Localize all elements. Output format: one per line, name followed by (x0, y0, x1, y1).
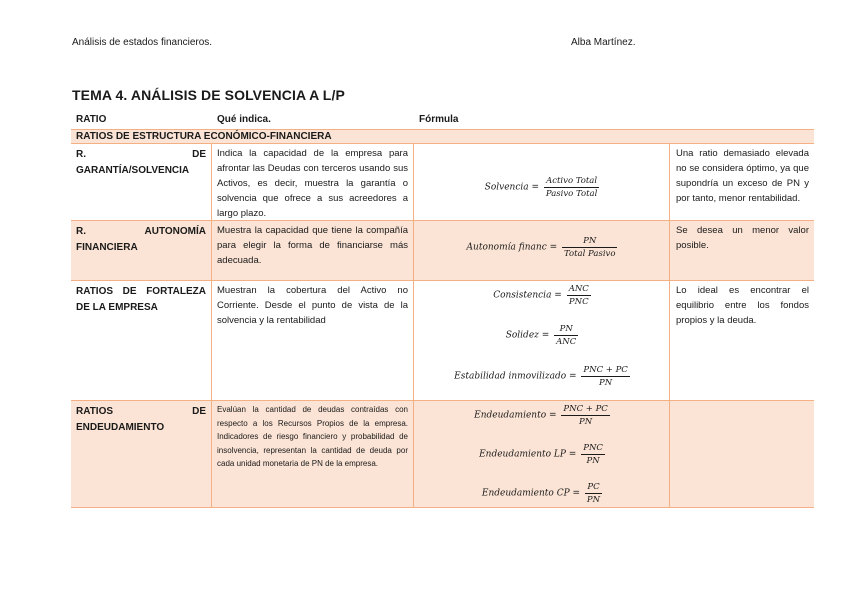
numerator: PNC + PC (583, 365, 628, 375)
ratio-name: R. (76, 226, 86, 237)
header-right: Alba Martínez. (571, 37, 636, 48)
fraction (585, 481, 602, 506)
col-header-que-indica: Qué indica. (217, 114, 271, 125)
formula-cell (414, 221, 670, 280)
ratio-name-cell (71, 401, 212, 507)
denominator: PN (586, 495, 601, 505)
observation-cell (670, 281, 814, 400)
ratio-observation: Lo ideal es encontrar el equilibrio entre los fondos propios y la deuda. (676, 285, 809, 326)
ratio-name-cell (71, 281, 212, 400)
formula (414, 175, 670, 200)
ratio-name: ENDEUDAMIENTO (76, 422, 165, 433)
table-row (71, 281, 814, 401)
ratio-observation: Se desea un menor valor posible. (676, 225, 809, 251)
ratio-name: RATIOS DE FORTALEZA DE LA EMPRESA (76, 286, 206, 313)
formula (414, 283, 670, 308)
formula (414, 235, 670, 260)
formula (414, 323, 670, 348)
formula-lhs: Solidez = (505, 330, 550, 341)
numerator: ANC (568, 284, 589, 294)
formula (414, 403, 670, 428)
ratio-name: DE (192, 149, 206, 160)
numerator: PC (585, 481, 602, 494)
ratio-name: AUTONOMÍA (144, 226, 206, 237)
description-cell (212, 401, 414, 507)
fraction (561, 403, 609, 428)
fraction (567, 283, 591, 308)
formula-lhs: Autonomía financ = (466, 242, 558, 253)
formula-cell (414, 281, 670, 400)
formula-lhs: Solvencia = (484, 182, 540, 193)
ratio-name-cell (71, 221, 212, 280)
formula-lhs: Estabilidad inmovilizado = (454, 371, 577, 382)
col-header-formula: Fórmula (419, 114, 459, 125)
ratio-name: GARANTÍA/SOLVENCIA (76, 165, 190, 176)
numerator: Activo Total (544, 175, 599, 188)
ratio-name-cell (71, 144, 212, 220)
ratio-name: DE (192, 406, 206, 417)
observation-cell (670, 144, 814, 220)
ratio-observation: Una ratio demasiado elevada no se considera óptimo, ya que supondría un exceso de PN y por tanto, menor rentabilidad. (676, 148, 809, 204)
ratio-description: Evalúan la cantidad de deudas contraídas con respecto a los Recursos Propios de la empresa. Indicadores de riesgo financiero y probabilidad de insolvencia, representan la cantidad de deuda por cada unidad monetaria de PN de la empresa. (217, 405, 408, 469)
ratio-description: Muestra la capacidad que tiene la compañía para elegir la forma de financiarse más adecuada. (217, 225, 408, 266)
denominator: Total Pasivo (564, 249, 616, 259)
table-row (71, 221, 814, 281)
header-left: Análisis de estados financieros. (72, 37, 213, 48)
formula (414, 481, 670, 506)
denominator: PN (599, 378, 613, 388)
ratio-description: Indica la capacidad de la empresa para afrontar las Deudas con terceros usando sus Activos, es decir, muestra la garantía o solvencia que ofrece a sus acreedores a largo plazo. (217, 148, 408, 219)
fraction (581, 364, 629, 389)
numerator: PNC (583, 443, 603, 453)
numerator: PN (562, 235, 617, 248)
denominator: PN (579, 417, 593, 427)
denominator: PN (586, 456, 600, 466)
numerator: PNC + PC (563, 404, 608, 414)
ratio-name: FINANCIERA (76, 242, 138, 253)
formula-lhs: Endeudamiento LP = (479, 449, 577, 460)
denominator: PNC (568, 297, 589, 307)
formula-lhs: Endeudamiento = (474, 410, 557, 421)
ratio-description: Muestran la cobertura del Activo no Corriente. Desde el punto de vista de la solvencia y la rentabilidad (217, 285, 408, 326)
formula-lhs: Endeudamiento CP = (481, 488, 581, 499)
formula (414, 442, 670, 467)
table-row (71, 144, 814, 221)
col-header-ratio: RATIO (76, 114, 107, 125)
formula-cell (414, 144, 670, 220)
formula-lhs: Consistencia = (493, 290, 562, 301)
ratio-name: R. (76, 149, 86, 160)
denominator: Pasivo Total (545, 189, 598, 199)
description-cell (212, 281, 414, 400)
ratio-name: RATIOS (76, 406, 114, 417)
page-title: TEMA 4. ANÁLISIS DE SOLVENCIA A L/P (72, 87, 345, 103)
numerator: PN (554, 323, 578, 336)
fraction (581, 442, 605, 467)
denominator: ANC (556, 337, 577, 347)
observation-cell (670, 221, 814, 280)
fraction (562, 235, 617, 260)
description-cell (212, 221, 414, 280)
formula (414, 364, 670, 389)
table-row (71, 401, 814, 508)
observation-cell (670, 401, 814, 507)
formula-cell (414, 401, 670, 507)
description-cell (212, 144, 414, 220)
section-header: RATIOS DE ESTRUCTURA ECONÓMICO-FINANCIERA (71, 129, 814, 144)
fraction (544, 175, 599, 200)
fraction (554, 323, 578, 348)
